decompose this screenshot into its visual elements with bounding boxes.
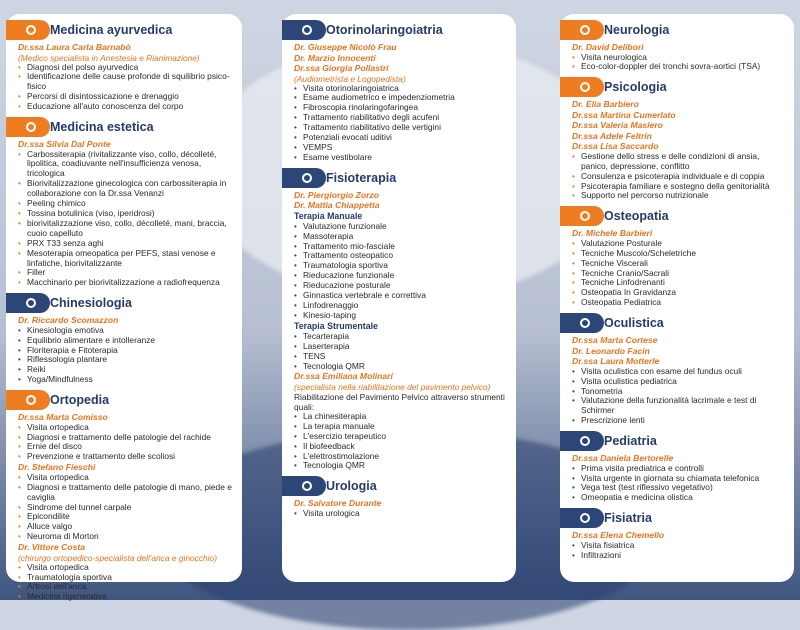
section-title: Medicina ayurvedica xyxy=(50,23,173,37)
service-item: • Biorivitalizzazione ginecologica con carbossiterapia in collaborazione con la Dr.ssa Venanzi xyxy=(18,179,232,199)
doctor-name: Dr. Elia Barbiero xyxy=(572,99,639,110)
service-item: • Visita neurologica xyxy=(572,53,784,63)
section-osteopatia xyxy=(572,206,784,308)
service-item: • Filler xyxy=(18,268,232,278)
section-title: Pediatria xyxy=(604,434,657,449)
service-item: • Ernie del disco xyxy=(18,442,232,452)
service-item: • Prescrizione lenti xyxy=(572,416,784,426)
section-psicologia xyxy=(572,77,784,201)
service-item: • Psicoterapia familiare e sostegno della genitorialità xyxy=(572,182,784,192)
service-item: • Tecniche Muscolo/Scheletriche xyxy=(572,249,784,259)
doctor-specialty: (Medico specialista in Anestesia e Rianimazione) xyxy=(18,52,200,63)
section-title: Neurologia xyxy=(604,23,670,37)
service-item: • Tecniche Cranio/Sacrali xyxy=(572,269,784,279)
service-item: • Tecarterapia xyxy=(294,332,506,342)
service-item: • Diagnosi del polso ayurvedica xyxy=(18,63,232,73)
service-item: • VEMPS xyxy=(294,143,506,153)
service-item: • Reiki xyxy=(18,365,232,375)
doctor-name: Dr.ssa Adele Feltrin xyxy=(572,130,652,141)
service-item: • Trattamento mio-fasciale xyxy=(294,242,506,252)
doctor-name: Dr. David Delibori xyxy=(572,42,644,52)
service-item: • Yoga/Mindfulness xyxy=(18,375,232,385)
section-urologia xyxy=(294,476,506,518)
service-item: • Eco-color-doppler dei tronchi sovra-aortici (TSA) xyxy=(572,62,784,72)
service-item: • L'elettrostimolazione xyxy=(294,452,506,462)
service-item: • Tecnologia QMR xyxy=(294,461,506,471)
service-item: • Rieducazione funzionale xyxy=(294,271,506,281)
service-list xyxy=(18,473,232,542)
service-item: • Epicondilite xyxy=(18,512,232,522)
service-item: • Prima visita prediatrica e controlli xyxy=(572,464,784,474)
service-item: • Kinesiologia emotiva xyxy=(18,326,232,336)
service-list xyxy=(18,150,232,289)
service-item: • Educazione all'auto conoscenza del corpo xyxy=(18,102,232,112)
section-header xyxy=(282,168,506,188)
subsection-title: Terapia Strumentale xyxy=(294,320,378,331)
service-list xyxy=(294,222,506,321)
section-title: Psicologia xyxy=(604,80,667,95)
section-fisiatria xyxy=(572,508,784,560)
service-item: • Omeopatia e medicina olistica xyxy=(572,493,784,503)
service-item: • Carbossiterapia (rivitalizzante viso, collo, décolleté, lipolitica, coadiuvante nell'insufficienza venosa, tricologica xyxy=(18,150,232,180)
service-item: • Valutazione funzionale xyxy=(294,222,506,232)
doctor-name: Dr. Leonardo Facin xyxy=(572,345,650,356)
section-medicina-estetica xyxy=(18,117,232,288)
service-list xyxy=(572,464,784,504)
doctor-name: Dr.ssa Marta Comisso xyxy=(18,412,108,423)
service-item: • Visita oculistica con esame del fundus oculi xyxy=(572,367,784,377)
section-fisioterapia xyxy=(294,168,506,472)
service-item: • Visita fisiatrica xyxy=(572,541,784,551)
service-item: • Diagnosi e trattamento delle patologie di mano, piede e caviglia xyxy=(18,483,232,503)
section-neurologia xyxy=(572,20,784,72)
section-title: Urologia xyxy=(326,479,377,494)
service-item: • Osteopatia Pediatrica xyxy=(572,298,784,308)
service-list xyxy=(572,367,784,426)
service-item: • Ginnastica vertebrale e correttiva xyxy=(294,291,506,301)
service-item: • Supporto nel percorso nutrizionale xyxy=(572,191,784,201)
service-item: • Vega test (test riflessivo vegetativo) xyxy=(572,483,784,493)
column-left xyxy=(6,14,242,602)
service-item: • Visita oculistica pediatrica xyxy=(572,377,784,387)
service-item: • Sindrome del tunnel carpale xyxy=(18,503,232,513)
service-item: • Esame audiometrico e impedenziometria xyxy=(294,93,506,103)
service-item: • Prevenzione e trattamento delle scoliosi xyxy=(18,452,232,462)
service-item: • Medicina rigenerativa xyxy=(18,592,232,602)
service-list xyxy=(18,423,232,463)
doctor-name: Dr.ssa Lisa Saccardo xyxy=(572,141,659,152)
section-title: Ortopedia xyxy=(50,393,110,408)
service-list xyxy=(18,563,232,603)
section-ortopedia xyxy=(18,390,232,602)
service-item: • La terapia manuale xyxy=(294,422,506,432)
section-title: Osteopatia xyxy=(604,209,669,224)
column-right xyxy=(560,14,794,582)
service-list xyxy=(18,63,232,113)
section-title: Chinesiologia xyxy=(50,296,132,311)
section-header xyxy=(6,117,232,137)
section-pediatria xyxy=(572,431,784,503)
doctor-name: Dr.ssa Valeria Masiero xyxy=(572,120,663,131)
column-center xyxy=(282,14,516,582)
service-item: • Trattamento osteopatico xyxy=(294,251,506,261)
service-item: • Esame vestibolare xyxy=(294,153,506,163)
service-item: • Tecniche Linfodrenanti xyxy=(572,278,784,288)
service-item: • Massoterapia xyxy=(294,232,506,242)
section-header xyxy=(560,206,784,226)
section-header xyxy=(560,431,784,451)
section-header xyxy=(282,20,506,40)
service-item: • Macchinario per biorivitalizzazione a radiofrequenza xyxy=(18,278,232,288)
doctor-specialty: (Audiometrista e Logopedista) xyxy=(294,73,406,84)
service-item: • Floriterapia e Fitoterapia xyxy=(18,346,232,356)
service-item: • Visita ortopedica xyxy=(18,563,232,573)
service-item: • Gestione dello stress e delle condizioni di ansia, panico, depressione, conflitto xyxy=(572,152,784,172)
description-text: Riabilitazione del Pavimento Pelvico attraverso strumenti quali: xyxy=(294,391,505,412)
service-item: • Traumatologia sportiva xyxy=(294,261,506,271)
service-item: • Rieducazione posturale xyxy=(294,281,506,291)
doctor-name: Dr. Giuseppe Nicolò Frau xyxy=(294,42,397,52)
doctor-name: Dr. Salvatore Durante xyxy=(294,498,382,509)
service-item: • Visita otorinolaringoiatrica xyxy=(294,84,506,94)
service-item: • Linfodrenaggio xyxy=(294,301,506,311)
service-item: • Il biofeedback xyxy=(294,442,506,452)
service-list xyxy=(294,332,506,372)
service-item: • La chinesiterapia xyxy=(294,412,506,422)
service-item: • Equilibrio alimentare e intolleranze xyxy=(18,336,232,346)
doctor-name: Dr.ssa Emiliana Molinari xyxy=(294,371,393,382)
service-item: • Trattamento riabilitativo delle vertigini xyxy=(294,123,506,133)
service-item: • Percorsi di disintossicazione e drenaggio xyxy=(18,92,232,102)
doctor-name: Dr. Mattia Chiappetta xyxy=(294,200,380,211)
section-title: Fisioterapia xyxy=(326,170,397,185)
section-chinesiologia xyxy=(18,293,232,385)
service-item: • TENS xyxy=(294,352,506,362)
section-header xyxy=(560,508,784,528)
service-item: • Laserterapia xyxy=(294,342,506,352)
section-header xyxy=(6,20,232,40)
service-item: • Peeling chimico xyxy=(18,199,232,209)
service-item: • Artrosi dell'anca xyxy=(18,582,232,592)
section-header xyxy=(6,293,232,313)
circle-icon xyxy=(302,173,312,183)
service-list xyxy=(572,53,784,73)
doctor-name: Dr. Stefano Fieschi xyxy=(18,462,96,473)
section-title: Oculistica xyxy=(604,316,664,331)
doctor-name: Dr. Piergiorgio Zorzo xyxy=(294,189,379,200)
service-item: • L'esercizio terapeutico xyxy=(294,432,506,442)
section-title: Medicina estetica xyxy=(50,120,154,135)
service-item: • Alluce valgo xyxy=(18,522,232,532)
section-header xyxy=(560,313,784,333)
service-item: • Traumatologia sportiva xyxy=(18,573,232,583)
service-item: • Kinesio-taping xyxy=(294,311,506,321)
subsection-title: Terapia Manuale xyxy=(294,210,363,221)
service-item: • Trattamento riabilitativo degli acufeni xyxy=(294,113,506,123)
circle-icon xyxy=(26,25,36,35)
service-item: • Riflessologia plantare xyxy=(18,355,232,365)
service-list xyxy=(294,509,506,519)
service-list xyxy=(572,152,784,202)
doctor-name: Dr. Vittore Costa xyxy=(18,542,86,553)
doctor-name: Dr. Riccardo Scomazzon xyxy=(18,315,119,326)
service-item: • Consulenza e psicoterapia individuale e di coppia xyxy=(572,172,784,182)
doctor-name: Dr.ssa Marta Cortese xyxy=(572,335,658,346)
service-item: • Mesoterapia omeopatica per PEFS, stasi venose e linfatiche, biorivitalizzante xyxy=(18,249,232,269)
doctor-name: Dr.ssa Silvia Dal Ponte xyxy=(18,139,111,150)
service-item: • Valutazione Posturale xyxy=(572,239,784,249)
service-list xyxy=(294,412,506,471)
service-item: • Identificazione delle cause profonde di squilibrio psico-fisico xyxy=(18,72,232,92)
doctor-name: Dr.ssa Laura Motterle xyxy=(572,356,660,367)
service-item: • Potenziali evocati uditivi xyxy=(294,133,506,143)
circle-icon xyxy=(580,25,590,35)
service-item: • Tossina botulinica (viso, iperidrosi) xyxy=(18,209,232,219)
service-item: • Infiltrazioni xyxy=(572,551,784,561)
service-item: • Visita urgente in giornata su chiamata telefonica xyxy=(572,474,784,484)
service-item: • Valutazione della funzionalità lacrimale e test di Schirmer xyxy=(572,396,784,416)
doctor-name: Dr.ssa Giorgia Pollastri xyxy=(294,63,389,73)
doctor-specialty: (specialista nella riabilitazione del pavimento pelvico) xyxy=(294,381,491,392)
circle-icon xyxy=(26,122,36,132)
doctor-name: Dr. Michele Barbieri xyxy=(572,228,653,239)
service-list xyxy=(18,326,232,385)
doctor-name: Dr. Marzio Innocenti xyxy=(294,52,376,63)
service-item: • Visita urologica xyxy=(294,509,506,519)
service-list xyxy=(572,239,784,308)
service-item: • Tonometria xyxy=(572,387,784,397)
section-oculistica xyxy=(572,313,784,426)
section-header xyxy=(560,77,784,97)
section-title: Otorinolaringoiatria xyxy=(326,23,443,37)
section-header xyxy=(560,20,784,40)
service-item: • biorivitalizzazione viso, collo, décolleté, mani, braccia, cuoio capelluto xyxy=(18,219,232,239)
service-item: • Visita ortopedica xyxy=(18,473,232,483)
doctor-name: Dr.ssa Elena Chemello xyxy=(572,530,665,541)
circle-icon xyxy=(302,25,312,35)
service-item: • Osteopatia In Gravidanza xyxy=(572,288,784,298)
doctor-name: Dr.ssa Martina Cumerlato xyxy=(572,109,676,120)
section-header xyxy=(282,476,506,496)
doctor-name: Dr.ssa Daniela Bertorelle xyxy=(572,453,674,464)
doctor-name: Dr.ssa Laura Carla Barnabò xyxy=(18,42,131,52)
service-item: • Tecniche Viscerali xyxy=(572,259,784,269)
section-title: Fisiatria xyxy=(604,511,652,526)
section-otorinolaringoiatria xyxy=(294,20,506,163)
service-item: • Neuroma di Morton xyxy=(18,532,232,542)
section-medicina-ayurvedica xyxy=(18,20,232,112)
doctor-specialty: (chirurgo ortopedico-specialista dell'anca e ginocchio) xyxy=(18,552,217,563)
section-header xyxy=(6,390,232,410)
service-item: • PRX T33 senza aghi xyxy=(18,239,232,249)
service-item: • Fibroscopia rinolaringofaringea xyxy=(294,103,506,113)
service-list xyxy=(294,84,506,163)
service-item: • Visita ortopedica xyxy=(18,423,232,433)
service-item: • Diagnosi e trattamento delle patologie del rachide xyxy=(18,433,232,443)
service-list xyxy=(572,541,784,561)
service-item: • Tecnologia QMR xyxy=(294,362,506,372)
